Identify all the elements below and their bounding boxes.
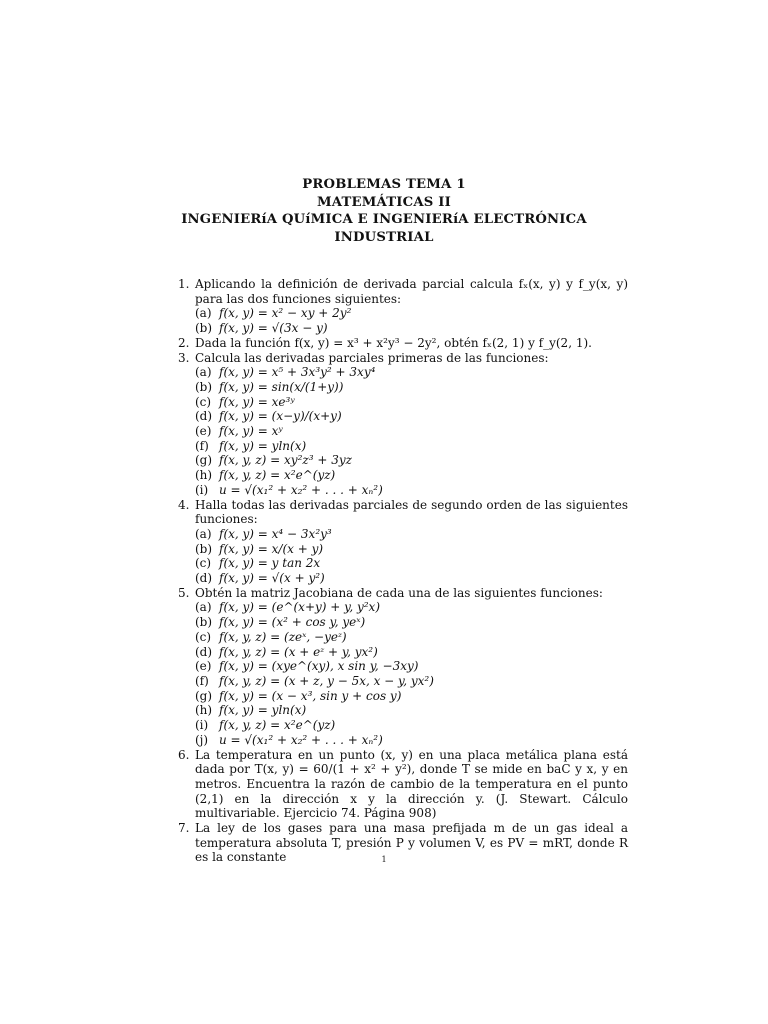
list-item (195, 365, 628, 380)
list-item (195, 571, 628, 586)
problem-text: Obtén la matriz Jacobiana de cada una de las siguientes funciones: (195, 585, 603, 600)
item-expression: f(x, y) = y tan 2x (219, 556, 321, 571)
item-label: (a) (195, 526, 212, 541)
problem-6 (178, 748, 628, 822)
item-expression: f(x, y) = √(x + y²) (219, 571, 325, 586)
item-expression: f(x, y, z) = xy²z³ + 3yz (219, 453, 352, 468)
problem-text: Aplicando la definición de derivada parcial calcula fₓ(x, y) y f_y(x, y) para las dos funciones siguientes: (195, 277, 628, 306)
item-expression: f(x, y) = √(3x − y) (219, 321, 328, 336)
header-title: PROBLEMAS TEMA 1 (302, 177, 466, 192)
list-item (195, 306, 628, 321)
item-expression: u = √(x₁² + x₂² + . . . + xₙ²) (219, 732, 383, 747)
problem-items (195, 306, 628, 335)
problem-4 (178, 498, 628, 586)
list-item (195, 674, 628, 689)
item-label: (i) (195, 718, 209, 733)
item-label: (j) (195, 732, 209, 747)
problem-number: 2. (178, 335, 190, 350)
item-expression: f(x, y, z) = x²e^(yz) (219, 468, 336, 483)
item-label: (b) (195, 615, 213, 630)
item-label: (d) (195, 644, 213, 659)
item-expression: f(x, y) = xe³ʸ (219, 394, 295, 409)
item-expression: f(x, y, z) = x²e^(yz) (219, 718, 336, 733)
problem-number: 3. (178, 350, 190, 365)
problem-2 (178, 336, 628, 351)
item-expression: f(x, y) = (x−y)/(x+y) (219, 409, 342, 424)
list-item (195, 424, 628, 439)
list-item (195, 483, 628, 498)
problem-number: 6. (178, 747, 190, 762)
problem-3 (178, 351, 628, 498)
problem-items (195, 600, 628, 747)
item-label: (b) (195, 321, 213, 336)
list-item (195, 689, 628, 704)
problem-items (195, 365, 628, 497)
problem-text: Dada la función f(x, y) = x³ + x²y³ − 2y², obtén fₓ(2, 1) y f_y(2, 1). (195, 335, 592, 350)
item-label: (g) (195, 453, 213, 468)
item-label: (c) (195, 556, 212, 571)
item-expression: f(x, y) = x/(x + y) (219, 541, 324, 556)
item-label: (i) (195, 482, 209, 497)
item-expression: f(x, y, z) = (x + eᶻ + y, yx²) (219, 644, 378, 659)
item-expression: f(x, y) = (e^(x+y) + y, y²x) (219, 600, 381, 615)
problem-text: La ley de los gases para una masa prefijada m de un gas ideal a temperatura absoluta T, presión P y volumen V, es PV = mRT, donde R es la constante (195, 821, 628, 865)
list-item (195, 527, 628, 542)
item-label: (e) (195, 424, 212, 439)
list-item (195, 453, 628, 468)
list-item (195, 380, 628, 395)
item-label: (a) (195, 365, 212, 380)
item-expression: f(x, y) = x² − xy + 2y² (219, 306, 352, 321)
list-item (195, 733, 628, 748)
list-item (195, 439, 628, 454)
problem-text: Halla todas las derivadas parciales de segundo orden de las siguientes funciones: (195, 497, 628, 527)
item-label: (d) (195, 409, 213, 424)
item-expression: u = √(x₁² + x₂² + . . . + xₙ²) (219, 482, 383, 497)
item-expression: f(x, y) = sin(x/(1+y)) (219, 379, 344, 394)
list-item (195, 718, 628, 733)
problem-items (195, 527, 628, 586)
item-label: (f) (195, 438, 209, 453)
problem-1 (178, 277, 628, 336)
problem-number: 1. (178, 277, 190, 291)
item-expression: f(x, y) = yln(x) (219, 438, 307, 453)
item-label: (b) (195, 379, 213, 394)
list-item (195, 321, 628, 336)
list-item (195, 630, 628, 645)
problem-number: 7. (178, 821, 190, 836)
document-header (0, 176, 768, 246)
header-subject: MATEMÁTICAS II (316, 194, 452, 210)
list-item (195, 645, 628, 660)
list-item (195, 468, 628, 483)
problem-number: 5. (178, 585, 190, 600)
item-label: (b) (195, 541, 213, 556)
problem-text: Calcula las derivadas parciales primeras de las funciones: (195, 350, 549, 365)
list-item (195, 600, 628, 615)
item-expression: f(x, y) = (x² + cos y, yeˣ) (219, 615, 366, 630)
item-expression: f(x, y) = x⁴ − 3x²y³ (219, 526, 332, 541)
list-item (195, 556, 628, 571)
item-label: (c) (195, 394, 212, 409)
item-label: (h) (195, 703, 213, 718)
item-expression: f(x, y, z) = (x + z, y − 5x, x − y, yx²) (219, 673, 434, 688)
list-item (195, 542, 628, 557)
header-degrees: INGENIERíA QUíMICA E INGENIERíA ELECTRÓNICA (181, 212, 587, 227)
item-label: (d) (195, 571, 213, 586)
item-label: (g) (195, 688, 213, 703)
item-label: (h) (195, 468, 213, 483)
item-label: (c) (195, 629, 212, 644)
item-expression: f(x, y) = x⁵ + 3x³y² + 3xy⁴ (219, 365, 376, 380)
list-item (195, 659, 628, 674)
item-expression: f(x, y, z) = (zeˣ, −yeᶻ) (219, 629, 347, 644)
item-label: (e) (195, 659, 212, 674)
list-item (195, 703, 628, 718)
list-item (195, 395, 628, 410)
page-number: 1 (381, 855, 387, 864)
problem-list (178, 277, 628, 865)
item-expression: f(x, y) = xʸ (219, 424, 283, 439)
list-item (195, 615, 628, 630)
problem-5 (178, 586, 628, 748)
item-expression: f(x, y) = yln(x) (219, 703, 307, 718)
problem-text: La temperatura en un punto (x, y) en una placa metálica plana está dada por T(x, y) = 60/(1 + x² + y²), donde T se mide en baC y x, y en metros. Encuentra la razón de cambio de la temperatura en el punto (2,1) en la dirección x y la dirección y. (J. Stewart. Cálculo multivariable. Ejercicio 74. Página 908) (195, 747, 628, 821)
item-label: (a) (195, 306, 212, 321)
item-label: (a) (195, 600, 212, 615)
problem-number: 4. (178, 497, 190, 512)
list-item (195, 409, 628, 424)
header-degrees-cont: INDUSTRIAL (334, 229, 434, 245)
item-expression: f(x, y) = (xye^(xy), x sin y, −3xy) (219, 659, 419, 674)
item-label: (f) (195, 673, 209, 688)
item-expression: f(x, y) = (x − x³, sin y + cos y) (219, 688, 402, 703)
